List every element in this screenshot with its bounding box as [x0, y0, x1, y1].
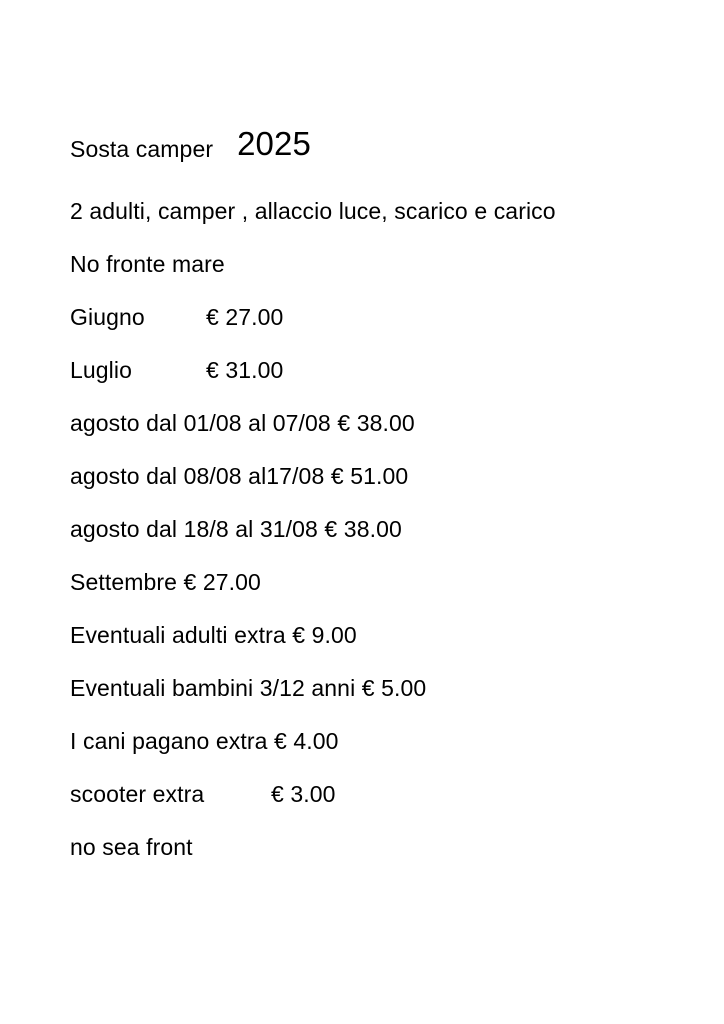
title-year: 2025	[237, 125, 311, 162]
rate-june-label: Giugno	[70, 304, 145, 330]
rate-june	[70, 303, 283, 331]
rate-august-late: agosto dal 18/8 al 31/08 € 38.00	[70, 516, 402, 542]
document-title	[70, 125, 311, 163]
title-label: Sosta camper	[70, 136, 214, 162]
extra-children: Eventuali bambini 3/12 anni € 5.00	[70, 675, 427, 701]
extra-scooter-price: € 3.00	[271, 781, 336, 807]
rate-june-price: € 27.00	[206, 304, 284, 330]
extra-dogs: I cani pagano extra € 4.00	[70, 728, 339, 754]
rate-july-label: Luglio	[70, 357, 132, 383]
extra-scooter	[70, 780, 336, 808]
rate-august-early: agosto dal 01/08 al 07/08 € 38.00	[70, 410, 415, 436]
no-sea-front-note-it: No fronte mare	[70, 251, 225, 277]
rate-september: Settembre € 27.00	[70, 569, 261, 595]
no-sea-front-note-en: no sea front	[70, 834, 193, 860]
rate-july	[70, 356, 283, 384]
extra-scooter-label: scooter extra	[70, 781, 205, 807]
included-services-text: 2 adulti, camper , allaccio luce, scarico e carico	[70, 198, 556, 224]
extra-adults: Eventuali adulti extra € 9.00	[70, 622, 357, 648]
rate-july-price: € 31.00	[206, 357, 284, 383]
rate-august-mid: agosto dal 08/08 al17/08 € 51.00	[70, 463, 409, 489]
